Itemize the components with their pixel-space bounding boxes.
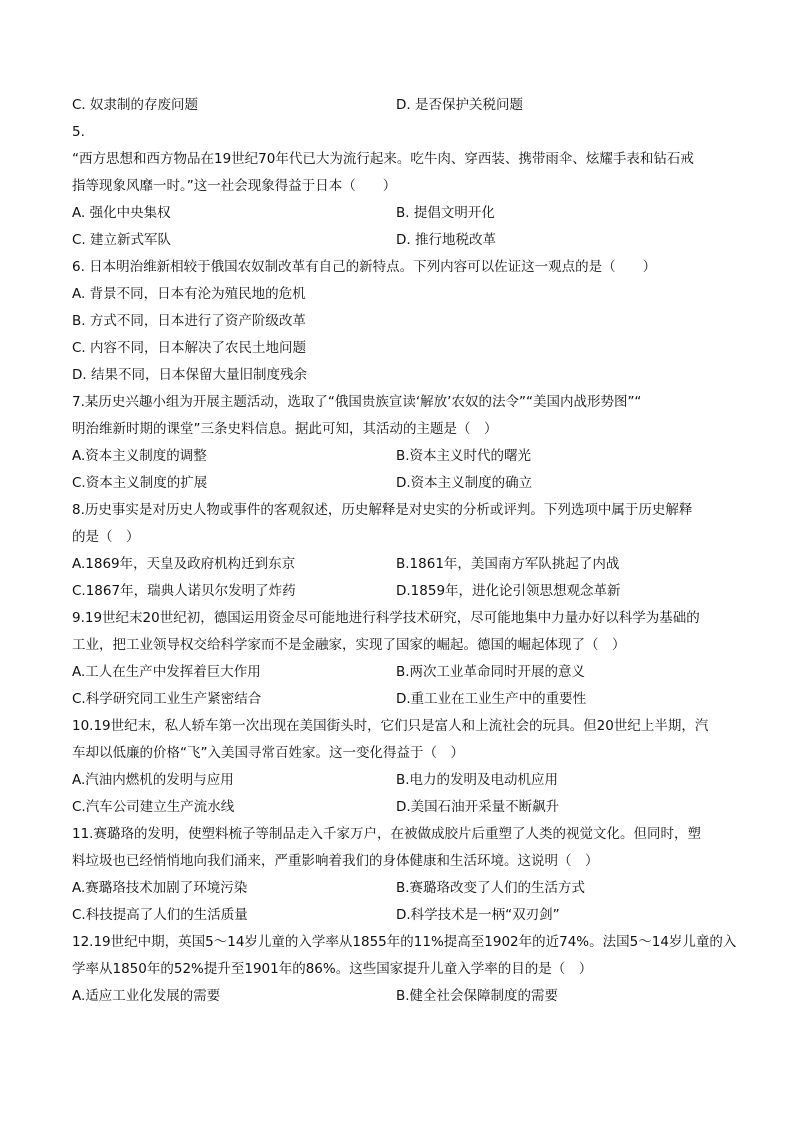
option-right: B. 提倡文明开化	[396, 205, 495, 221]
option-right: B.电力的发明及电动机应用	[396, 772, 559, 788]
option-left: A.1869年，天皇及政府机构迁到东京	[72, 556, 296, 572]
option-left: A.赛璐珞技术加剧了环境污染	[72, 880, 248, 896]
text-line: 11.赛璐珞的发明，使塑料梳子等制品走入千家万户，在被做成胶片后重塑了人类的视觉文化。但同时，塑	[72, 826, 701, 842]
option-row	[72, 902, 722, 929]
option-right: D. 是否保护关税问题	[396, 97, 523, 113]
option-right: D.1859年，进化论引领思想观念革新	[396, 583, 621, 599]
option-left: C.科技提高了人们的生活质量	[72, 907, 248, 923]
option-left: C.资本主义制度的扩展	[72, 475, 208, 491]
text-line: C. 内容不同，日本解决了农民土地问题	[72, 340, 307, 356]
option-row	[72, 92, 722, 119]
text-line: 车却以低廉的价格“飞”入美国寻常百姓家。这一变化得益于（ ）	[72, 745, 464, 761]
text-line: 12.19世纪中期，英国5～14岁儿童的入学率从1855年的11%提高至1902年的近74%。法国5～14岁儿童的入	[72, 934, 737, 950]
option-right: D.重工业在工业生产中的重要性	[396, 691, 587, 707]
option-left: A.适应工业化发展的需要	[72, 988, 221, 1004]
option-left: A.工人在生产中发挥着巨大作用	[72, 664, 261, 680]
text-line: 明治维新时期的课堂”三条史料信息。据此可知，其活动的主题是（ ）	[72, 421, 498, 437]
option-right: B.两次工业革命同时开展的意义	[396, 664, 586, 680]
option-left: C. 奴隶制的存废问题	[72, 97, 199, 113]
text-line: 学率从1850年的52%提升至1901年的86%。这些国家提升儿童入学率的目的是（ ）	[72, 961, 593, 977]
option-row	[72, 578, 722, 605]
text-line: 5.	[72, 124, 85, 140]
option-row	[72, 983, 722, 1010]
option-right: B.资本主义时代的曙光	[396, 448, 532, 464]
option-right: B.健全社会保障制度的需要	[396, 988, 559, 1004]
option-row	[72, 686, 722, 713]
option-left: A.资本主义制度的调整	[72, 448, 207, 464]
option-row	[72, 551, 722, 578]
text-line: 6. 日本明治维新相较于俄国农奴制改革有自己的新特点。下列内容可以佐证这一观点的是（ ）	[72, 259, 657, 275]
text-line: 的是（ ）	[72, 529, 140, 545]
text-line: 8.历史事实是对历史人物或事件的客观叙述，历史解释是对史实的分析或评判。下列选项中属于历史解释	[72, 502, 693, 518]
text-line: D. 结果不同，日本保留大量旧制度残余	[72, 367, 307, 383]
option-row	[72, 200, 722, 227]
option-right: D.资本主义制度的确立	[396, 475, 533, 491]
option-row	[72, 875, 722, 902]
option-left: C.1867年，瑞典人诺贝尔发明了炸药	[72, 583, 296, 599]
text-line: B. 方式不同，日本进行了资产阶级改革	[72, 313, 306, 329]
text-line: 料垃圾也已经悄悄地向我们涌来，严重影响着我们的身体健康和生活环境。这说明（ ）	[72, 853, 599, 869]
exam-content	[72, 92, 737, 1010]
option-right: D.科学技术是一柄“双刃剑”	[396, 907, 560, 923]
option-left: C. 建立新式军队	[72, 232, 172, 248]
option-row	[72, 794, 722, 821]
text-line: 工业，把工业领导权交给科学家而不是金融家，实现了国家的崛起。德国的崛起体现了（ ）	[72, 637, 626, 653]
option-right: D. 推行地税改革	[396, 232, 496, 248]
option-right: D.美国石油开采量不断飙升	[396, 799, 560, 815]
option-left: C.科学研究同工业生产紧密结合	[72, 691, 262, 707]
option-left: A.汽油内燃机的发明与应用	[72, 772, 234, 788]
option-left: A. 强化中央集权	[72, 205, 171, 221]
text-line: 9.19世纪末20世纪初，德国运用资金尽可能地进行科学技术研究，尽可能地集中力量办好以科学为基础的	[72, 610, 700, 626]
option-row	[72, 659, 722, 686]
text-line: 10.19世纪末，私人轿车第一次出现在美国街头时，它们只是富人和上流社会的玩具。但20世纪上半期，汽	[72, 718, 709, 734]
text-line: 指等现象风靡一时。”这一社会现象得益于日本（ ）	[72, 178, 397, 194]
option-row	[72, 470, 722, 497]
option-row	[72, 443, 722, 470]
text-line: 7.某历史兴趣小组为开展主题活动，选取了“俄国贵族宣读‘解放’农奴的法令”“美国内战形势图”“	[72, 394, 642, 410]
option-row	[72, 227, 722, 254]
text-line: “西方思想和西方物品在19世纪70年代已大为流行起来。吃牛肉、穿西装、携带雨伞、炫耀手表和钻石戒	[72, 151, 694, 167]
option-row	[72, 767, 722, 794]
text-line: A. 背景不同，日本有沦为殖民地的危机	[72, 286, 306, 302]
option-right: B.1861年，美国南方军队挑起了内战	[396, 556, 620, 572]
option-left: C.汽车公司建立生产流水线	[72, 799, 235, 815]
option-right: B.赛璐珞改变了人们的生活方式	[396, 880, 586, 896]
